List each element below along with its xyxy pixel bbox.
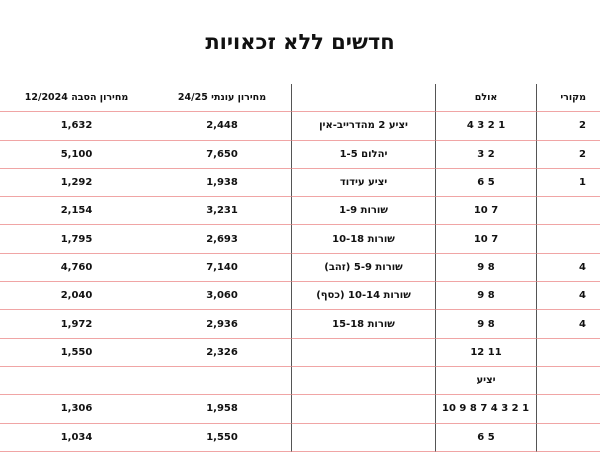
cell-price-season: 3,060: [153, 282, 291, 310]
cell-section: שורות 15-18: [291, 310, 436, 338]
cell-price-season: 1,938: [153, 169, 291, 197]
cell-original: 4: [536, 282, 600, 310]
cell-price-reduced: 1,034: [0, 424, 153, 452]
cell-hall: 8 9: [436, 310, 536, 338]
cell-price-reduced: 1,292: [0, 169, 153, 197]
cell-hall: 7 10: [436, 225, 536, 253]
cell-original: [536, 197, 600, 225]
cell-hall: 5 6: [436, 169, 536, 197]
cell-section: שורות 10-14 (כסף): [291, 282, 436, 310]
cell-original: [536, 424, 600, 452]
header-original: מקורי: [536, 84, 600, 112]
cell-price-reduced: 1,632: [0, 112, 153, 140]
cell-price-season: 1,958: [153, 395, 291, 423]
cell-hall: 1 2 3 4: [436, 112, 536, 140]
cell-original: [536, 225, 600, 253]
cell-price-season: 7,140: [153, 254, 291, 282]
cell-original: [536, 339, 600, 367]
cell-section: יציע 2 מהדרייב-אין: [291, 112, 436, 140]
cell-hall: 1 2 3 4 7 8 9 10: [436, 395, 536, 423]
cell-section: [291, 424, 436, 452]
cell-price-season: 2,448: [153, 112, 291, 140]
page-title: חדשים ללא זכאויות: [205, 30, 395, 54]
cell-price-reduced: 4,760: [0, 254, 153, 282]
cell-section: שורות 5-9 (זהב): [291, 254, 436, 282]
cell-price-reduced: [0, 367, 153, 395]
cell-hall: 8 9: [436, 254, 536, 282]
header-price-reduced: מחירון הסבה 12/2024: [0, 84, 153, 112]
cell-section: [291, 395, 436, 423]
cell-price-reduced: 1,972: [0, 310, 153, 338]
cell-hall: 8 9: [436, 282, 536, 310]
cell-price-reduced: 1,795: [0, 225, 153, 253]
cell-hall: יציע: [436, 367, 536, 395]
cell-section: [291, 339, 436, 367]
cell-price-season: 2,936: [153, 310, 291, 338]
cell-price-reduced: 1,306: [0, 395, 153, 423]
cell-section: שורות 1-9: [291, 197, 436, 225]
cell-price-season: 1,550: [153, 424, 291, 452]
header-hall: אולם: [436, 84, 536, 112]
cell-price-season: [153, 367, 291, 395]
cell-original: [536, 367, 600, 395]
cell-original: 2: [536, 112, 600, 140]
cell-section: יהלום 1-5: [291, 141, 436, 169]
cell-hall: 7 10: [436, 197, 536, 225]
cell-original: 4: [536, 310, 600, 338]
cell-price-reduced: 1,550: [0, 339, 153, 367]
cell-section: יציע עידוד: [291, 169, 436, 197]
cell-price-reduced: 5,100: [0, 141, 153, 169]
cell-section: [291, 367, 436, 395]
cell-original: [536, 395, 600, 423]
cell-section: שורות 10-18: [291, 225, 436, 253]
cell-hall: 11 12: [436, 339, 536, 367]
cell-price-reduced: 2,040: [0, 282, 153, 310]
cell-price-season: 3,231: [153, 197, 291, 225]
header-price-season: מחירון עונתי 24/25: [153, 84, 291, 112]
cell-original: 1: [536, 169, 600, 197]
cell-price-season: 2,693: [153, 225, 291, 253]
cell-hall: 2 3: [436, 141, 536, 169]
cell-price-reduced: 2,154: [0, 197, 153, 225]
cell-original: 2: [536, 141, 600, 169]
cell-hall: 5 6: [436, 424, 536, 452]
cell-price-season: 7,650: [153, 141, 291, 169]
cell-original: 4: [536, 254, 600, 282]
cell-price-season: 2,326: [153, 339, 291, 367]
header-section: [291, 84, 436, 112]
price-table: [0, 84, 600, 452]
